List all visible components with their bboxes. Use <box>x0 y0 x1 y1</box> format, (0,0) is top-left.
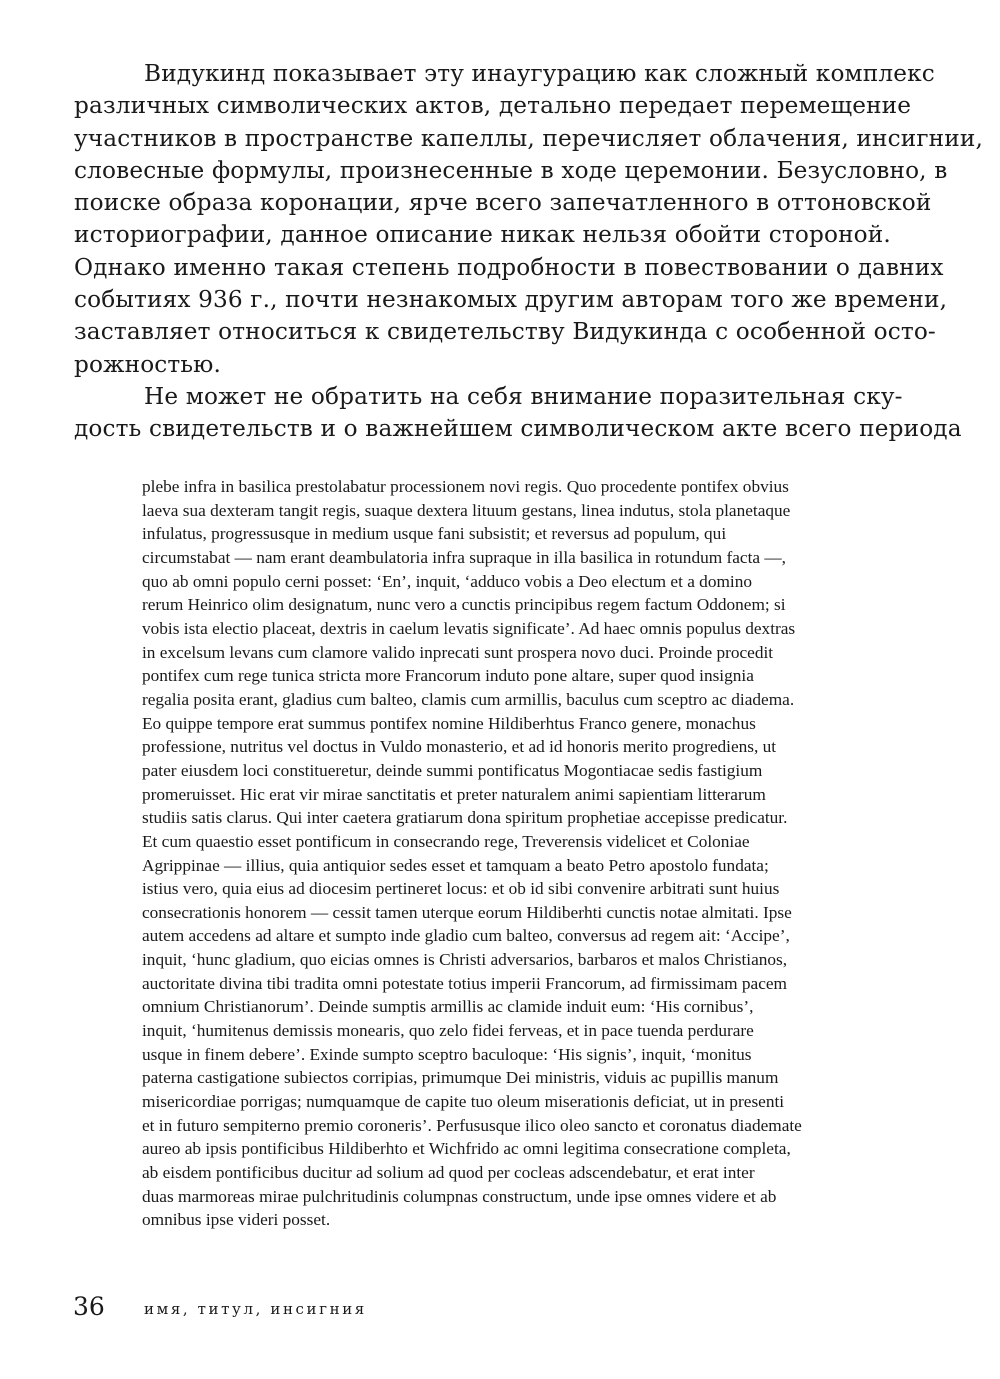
main-text-line: заставляет относиться к свидетельству Видукинда с особенной осто- <box>74 318 936 346</box>
main-text-line: рожностью. <box>74 350 222 378</box>
page-footer <box>73 1290 573 1326</box>
quote-line: Agrippinae — illius, quia antiquior sedes esset et tamquam a beato Petro apostolo fundata; <box>142 855 769 875</box>
quote-line: consecrationis honorem — cessit tamen uterque eorum Hildiberhti cunctis notae almitati. Ipse <box>142 902 792 922</box>
main-text-line: различных символических актов, детально передает перемещение <box>74 92 912 120</box>
main-text-line: поиске образа коронации, ярче всего запечатленного в оттоновской <box>74 189 932 217</box>
quote-line: autem accedens ad altare et sumpto inde gladio cum balteo, conversus ad regem ait: ‘Accipe’, <box>142 926 790 946</box>
quote-line: quo ab omni populo cerni posset: ‘En’, inquit, ‘adduco vobis a Deo electum et a domino <box>142 571 752 591</box>
quote-line: omnibus ipse videri posset. <box>142 1210 331 1230</box>
quote-line: inquit, ‘hunc gladium, quo eicias omnes is Christi adversarios, barbaros et malos Christianos, <box>142 950 788 970</box>
quote-line: aureo ab ipsis pontificibus Hildiberhto et Wichfrido ac omni legitima consecratione completa, <box>142 1139 791 1159</box>
quote-line: misericordiae porrigas; numquamque de capite tuo oleum miserationis deficiat, ut in presenti <box>142 1092 785 1112</box>
quote-line: auctoritate divina tibi tradita omni potestate totius imperii Francorum, ad firmissimam pacem <box>142 973 788 993</box>
main-text-line: словесные формулы, произнесенные в ходе церемонии. Безусловно, в <box>74 156 948 184</box>
quote-line: in excelsum levans cum clamore valido inprecati sunt prospera novo duci. Proinde procedit <box>142 642 774 662</box>
quote-line: laeva sua dexteram tangit regis, suaque dextera lituum gestans, linea indutus, stola planetaque <box>142 500 791 520</box>
quote-line: paterna castigatione subiectos corripias, primumque Dei ministris, viduis ac pupillis manum <box>142 1068 779 1088</box>
quote-line: promeruisset. Hic erat vir mirae sanctitatis et preter naturalem animi sapientiam litterarum <box>142 784 766 804</box>
quote-line: Et cum quaestio esset pontificum in consecrando rege, Treverensis videlicet et Coloniae <box>142 831 750 851</box>
main-text-line: дость свидетельств и о важнейшем символическом акте всего периода <box>74 415 962 443</box>
latin-quotation <box>142 475 881 1232</box>
main-text-line: событиях 936 г., почти незнакомых другим авторам того же времени, <box>74 286 948 314</box>
quote-line: rerum Heinrico olim designatum, nunc vero a cunctis principibus regem factum Oddonem; si <box>142 595 786 615</box>
quote-line: omnium Christianorum’. Deinde sumptis armillis ac clamide induit eum: ‘His cornibus’, <box>142 997 754 1017</box>
quote-line: usque in finem debere’. Exinde sumpto sceptro baculoque: ‘His signis’, inquit, ‘monitus <box>142 1044 752 1064</box>
quote-line: studiis satis clarus. Qui inter caetera gratiarum dona spiritum prophetiae accepisse predicatur. <box>142 808 788 828</box>
quote-line: plebe infra in basilica prestolabatur processionem novi regis. Quo procedente pontifex obvius <box>142 477 789 496</box>
main-paragraphs <box>74 58 984 446</box>
quote-line: duas marmoreas mirae pulchritudinis columpnas constructum, unde ipse omnes videre et ab <box>142 1186 777 1206</box>
quote-line: istius vero, quia eius ad diocesim pertineret locus: et ob id sibi convenire arbitrati sunt huius <box>142 879 780 899</box>
main-text-line: участников в пространстве капеллы, перечисляет облачения, инсигнии, <box>74 124 984 152</box>
quote-line: pontifex cum rege tunica stricta more Francorum induto pone altare, super quod insignia <box>142 666 754 686</box>
quote-line: ab eisdem pontificibus ducitur ad solium ad quod per cocleas adscendebatur, et erat inter <box>142 1163 755 1183</box>
quote-line: professione, nutritus vel doctus in Vuldo monasterio, et ad id honoris merito progrediens, ut <box>142 737 777 757</box>
quote-line: Eo quippe tempore erat summus pontifex nomine Hildiberhtus Franco genere, monachus <box>142 713 756 733</box>
quote-line: et in futuro sempiterno premio coroneris’. Perfususque ilico oleo sancto et coronatus diademate <box>142 1115 802 1135</box>
running-head: имя, титул, инсигния <box>144 1300 367 1318</box>
main-text-line: Видукинд показывает эту инаугурацию как сложный комплекс <box>144 60 935 87</box>
quote-line: infulatus, progressusque in medium usque fani subsistit; et reversus ad populum, qui <box>142 524 727 544</box>
main-text-line: историографии, данное описание никак нельзя обойти стороной. <box>74 221 891 249</box>
quote-line: vobis ista electio placeat, dextris in caelum levatis significate’. Ad haec omnis populus dextras <box>142 618 796 638</box>
main-text-line: Однако именно такая степень подробности в повествовании о давних <box>74 253 944 281</box>
quote-line: regalia posita erant, gladius cum balteo, clamis cum armillis, baculus cum sceptro ac diadema. <box>142 689 795 709</box>
quote-line: pater eiusdem loci constitueretur, deinde summi pontificatus Mogontiacae sedis fastigium <box>142 760 763 780</box>
quote-line: circumstabat — nam erant deambulatoria infra supraque in illa basilica in rotundum facta —, <box>142 547 786 567</box>
main-text-line: Не может не обратить на себя внимание поразительная ску- <box>144 382 903 410</box>
page-number: 36 <box>73 1292 105 1321</box>
quote-line: inquit, ‘humitenus demissis monearis, quo zelo fidei ferveas, et in pace tuenda perdurare <box>142 1021 754 1041</box>
